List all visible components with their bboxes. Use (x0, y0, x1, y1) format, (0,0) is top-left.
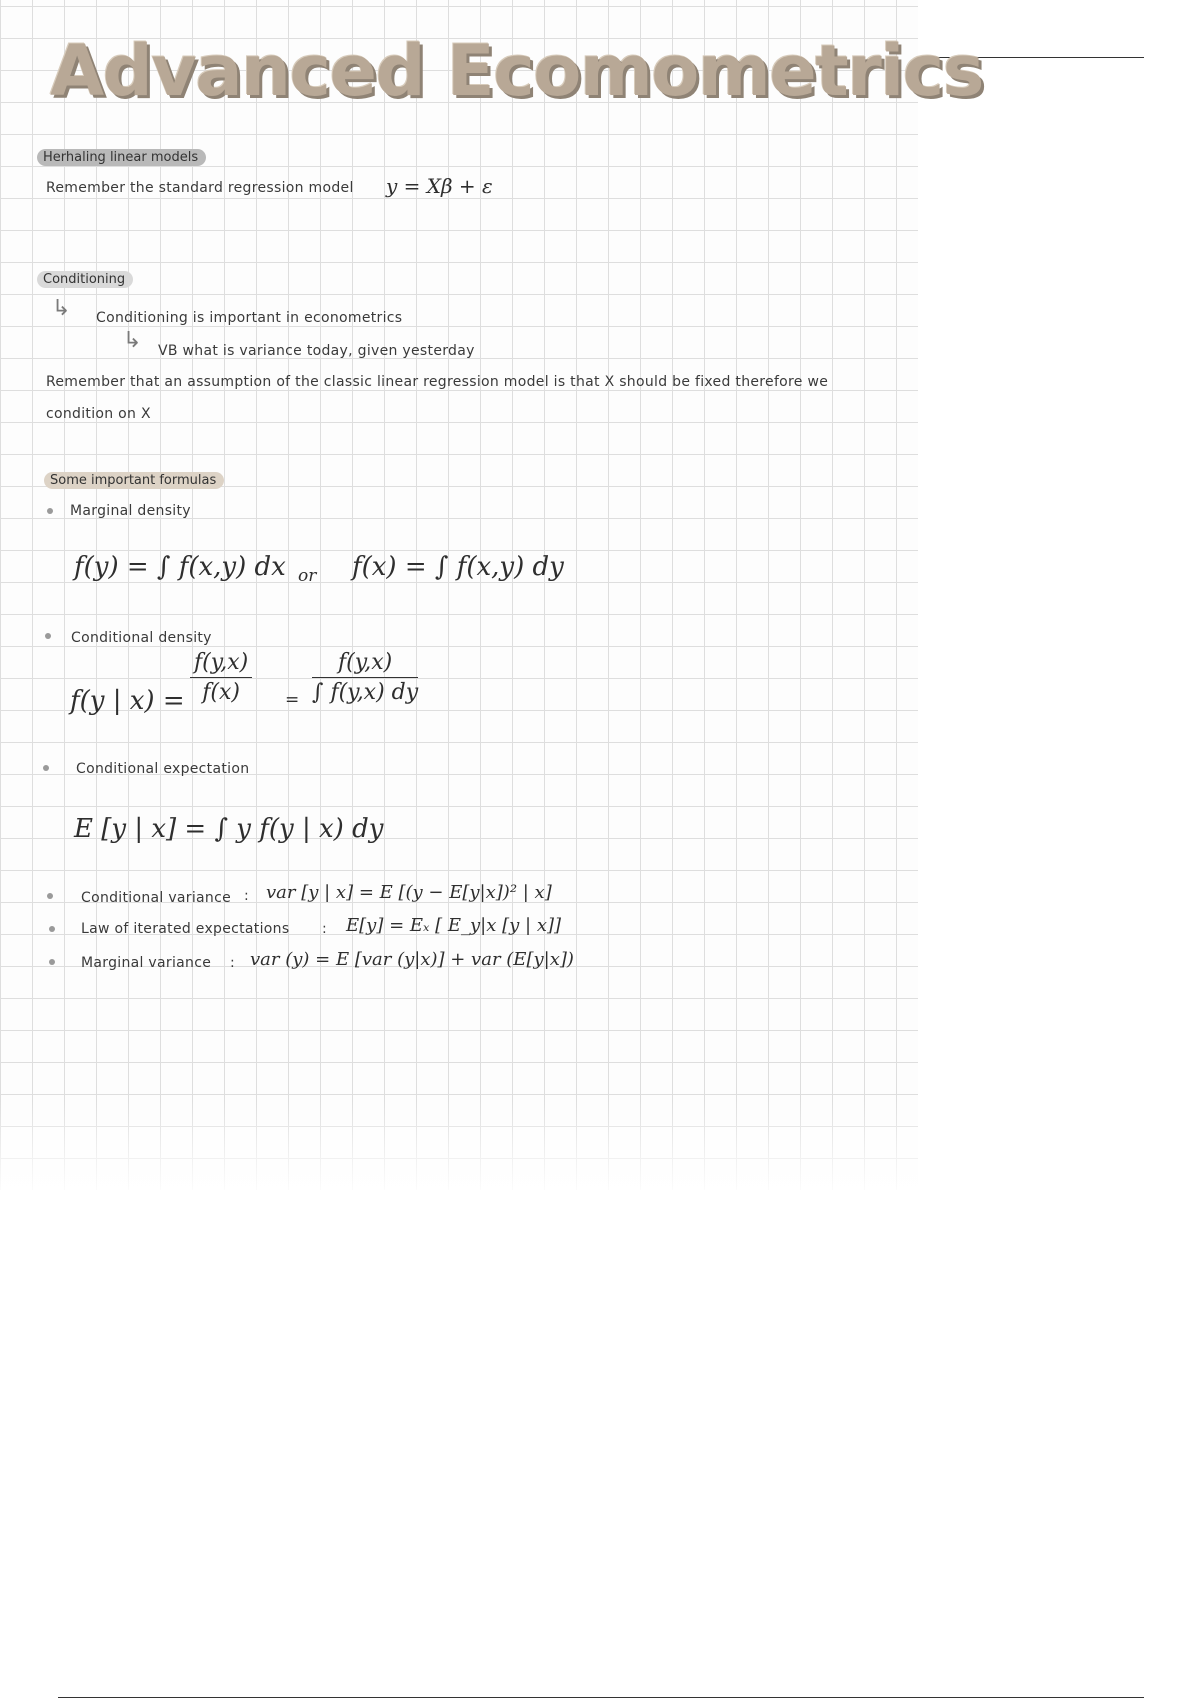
section-heading-conditioning: Conditioning (37, 271, 133, 288)
bullet-icon (45, 633, 51, 639)
iterated-expectations-colon: : (322, 921, 328, 937)
fraction-denominator: ∫ f(y,x) dy (312, 680, 419, 705)
iterated-expectations-formula: E[y] = Eₓ [ E_y|x [y | x]] (346, 915, 562, 936)
bottom-rule (58, 1697, 1144, 1698)
marginal-variance-formula: var (y) = E [var (y|x)] + var (E[y|x]) (250, 949, 574, 970)
bullet-icon (47, 508, 53, 514)
arrow-icon: ↳ (52, 296, 71, 321)
conditional-variance-formula: var [y | x] = E [(y − E[y|x])² | x] (266, 882, 552, 903)
grid-fade (0, 1100, 918, 1200)
regression-formula: y = Xβ + ε (386, 174, 493, 198)
conditional-expectation-label: Conditional expectation (76, 761, 250, 777)
marginal-density-or: or (298, 566, 317, 586)
fraction-numerator: f(y,x) (190, 650, 252, 678)
regression-model-text: Remember the standard regression model (46, 180, 354, 196)
conditional-expectation-formula: E [y | x] = ∫ y f(y | x) dy (74, 814, 384, 844)
conditional-density-fraction-1 (190, 650, 252, 705)
marginal-variance-label: Marginal variance (81, 955, 212, 971)
conditional-density-fraction-2 (312, 650, 418, 705)
conditional-variance-colon: : (244, 888, 250, 904)
conditioning-point-1: Conditioning is important in econometrics (96, 310, 403, 326)
conditioning-paragraph-line-1: Remember that an assumption of the classic linear regression model is that X should be fixed therefore we (46, 374, 829, 390)
marginal-density-label: Marginal density (70, 503, 191, 519)
arrow-icon: ↳ (123, 328, 142, 353)
bullet-icon (47, 893, 53, 899)
conditional-density-label: Conditional density (71, 630, 212, 646)
fraction-numerator: f(y,x) (312, 650, 418, 678)
marginal-density-formula-y: f(y) = ∫ f(x,y) dx (74, 552, 286, 582)
section-heading-refreshing: Herhaling linear models (37, 149, 206, 166)
bullet-icon (49, 959, 55, 965)
conditioning-paragraph-line-2: condition on X (46, 406, 151, 422)
marginal-variance-colon: : (230, 955, 236, 971)
conditioning-point-2: VB what is variance today, given yesterday (158, 343, 475, 359)
conditional-variance-label: Conditional variance (81, 890, 231, 906)
conditional-density-lhs: f(y | x) = (70, 686, 185, 716)
marginal-density-formula-x: f(x) = ∫ f(x,y) dy (352, 552, 564, 582)
iterated-expectations-label: Law of iterated expectations (81, 921, 290, 937)
fraction-denominator: f(x) (202, 680, 240, 705)
conditional-density-equals: = (285, 690, 300, 710)
bullet-icon (43, 765, 49, 771)
bullet-icon (49, 926, 55, 932)
page-title: Advanced Ecomometrics (50, 30, 983, 112)
section-heading-formulas: Some important formulas (44, 472, 224, 489)
